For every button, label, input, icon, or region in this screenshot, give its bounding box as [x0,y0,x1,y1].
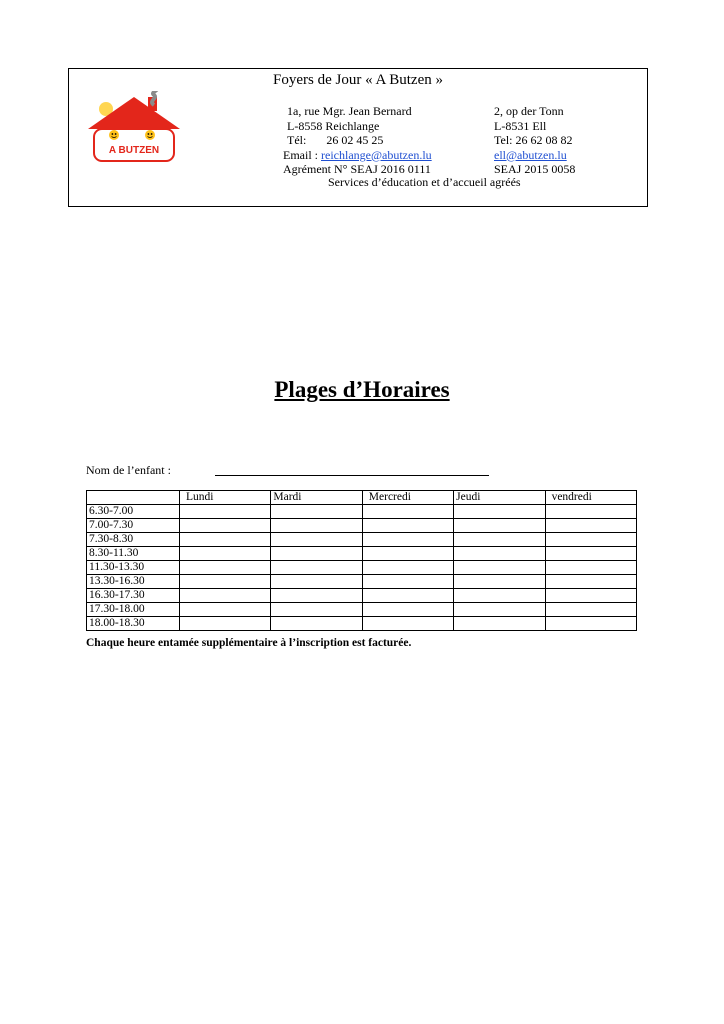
schedule-cell[interactable] [545,533,636,547]
schedule-cell[interactable] [362,617,453,631]
time-slot-label: 11.30-13.30 [87,561,180,575]
schedule-cell[interactable] [362,519,453,533]
schedule-cell[interactable] [545,561,636,575]
schedule-cell[interactable] [271,589,362,603]
ell-email-link[interactable]: ell@abutzen.lu [494,147,567,162]
schedule-cell[interactable] [271,561,362,575]
child-name-label: Nom de l’enfant : [86,463,171,477]
table-row [87,533,637,547]
schedule-cell[interactable] [180,533,271,547]
table-row [87,505,637,519]
schedule-cell[interactable] [271,617,362,631]
schedule-cell[interactable] [180,603,271,617]
header-jeudi: Jeudi [454,491,545,505]
logo-text: A BUTZEN [108,145,160,156]
schedule-cell[interactable] [454,603,545,617]
schedule-cell[interactable] [362,547,453,561]
reichlange-email-link[interactable]: reichlange@abutzen.lu [321,147,432,162]
schedule-cell[interactable] [454,547,545,561]
table-row [87,603,637,617]
schedule-cell[interactable] [454,505,545,519]
header-lundi: Lundi [180,491,271,505]
schedule-cell[interactable] [545,603,636,617]
page-title: Plages d’Horaires [274,377,450,402]
schedule-cell[interactable] [180,505,271,519]
schedule-cell[interactable] [362,561,453,575]
ell-phone: Tel: 26 62 08 82 [494,133,573,147]
table-row [87,589,637,603]
schedule-header-row [87,491,637,505]
header-mardi: Mardi [271,491,362,505]
schedule-cell[interactable] [545,589,636,603]
reichlange-phone [283,133,432,148]
schedule-cell[interactable] [180,519,271,533]
schedule-cell[interactable] [362,533,453,547]
time-slot-label: 18.00-18.30 [87,617,180,631]
schedule-cell[interactable] [545,519,636,533]
table-row [87,561,637,575]
ell-address [494,104,575,177]
schedule-cell[interactable] [454,589,545,603]
schedule-cell[interactable] [271,519,362,533]
header-mercredi: Mercredi [362,491,453,505]
schedule-body [87,505,637,631]
time-slot-label: 16.30-17.30 [87,589,180,603]
schedule-cell[interactable] [271,533,362,547]
schedule-cell[interactable] [454,519,545,533]
ell-city: L-8531 Ell [494,118,547,133]
reichlange-address [283,104,432,177]
table-row [87,617,637,631]
reichlange-street: 1a, rue Mgr. Jean Bernard [287,104,412,118]
email-label: Email : [283,147,318,162]
schedule-cell[interactable] [362,589,453,603]
schedule-cell[interactable] [180,617,271,631]
schedule-cell[interactable] [545,547,636,561]
schedule-cell[interactable] [180,589,271,603]
schedule-cell[interactable] [180,547,271,561]
organization-name: Foyers de Jour « A Butzen » [273,72,443,88]
schedule-cell[interactable] [545,505,636,519]
letterhead [68,68,648,207]
schedule-cell[interactable] [545,617,636,631]
reichlange-email [283,148,432,163]
phone-value: 26 02 45 25 [326,133,384,147]
schedule-cell[interactable] [454,533,545,547]
child-name-field[interactable] [215,475,489,476]
schedule-cell[interactable] [271,603,362,617]
ell-street: 2, op der Tonn [494,104,564,118]
schedule-cell[interactable] [454,617,545,631]
schedule-cell[interactable] [362,505,453,519]
schedule-cell[interactable] [454,575,545,589]
reichlange-city: L-8558 Reichlange [287,118,380,133]
schedule-cell[interactable] [180,561,271,575]
services-line: Services d’éducation et d’accueil agréés [328,175,521,189]
time-slot-label: 7.00-7.30 [87,519,180,533]
schedule-cell[interactable] [271,547,362,561]
schedule-cell[interactable] [454,561,545,575]
billing-note: Chaque heure entamée supplémentaire à l’inscription est facturée. [86,637,412,649]
ell-agrement: SEAJ 2015 0058 [494,162,576,176]
time-slot-label: 7.30-8.30 [87,533,180,547]
schedule-cell[interactable] [545,575,636,589]
table-row [87,575,637,589]
time-slot-label: 6.30-7.00 [87,505,180,519]
table-row [87,547,637,561]
header-corner [87,491,180,505]
schedule-table [86,490,637,631]
header-vendredi: vendredi [545,491,636,505]
schedule-cell[interactable] [271,505,362,519]
reichlange-agrement: Agrément N° SEAJ 2016 0111 [283,162,431,176]
table-row [87,519,637,533]
schedule-cell[interactable] [271,575,362,589]
time-slot-label: 17.30-18.00 [87,603,180,617]
schedule-cell[interactable] [362,603,453,617]
a-butzen-logo [84,91,184,163]
time-slot-label: 13.30-16.30 [87,575,180,589]
schedule-cell[interactable] [180,575,271,589]
schedule-cell[interactable] [362,575,453,589]
phone-label: Tél: [287,133,307,147]
time-slot-label: 8.30-11.30 [87,547,180,561]
